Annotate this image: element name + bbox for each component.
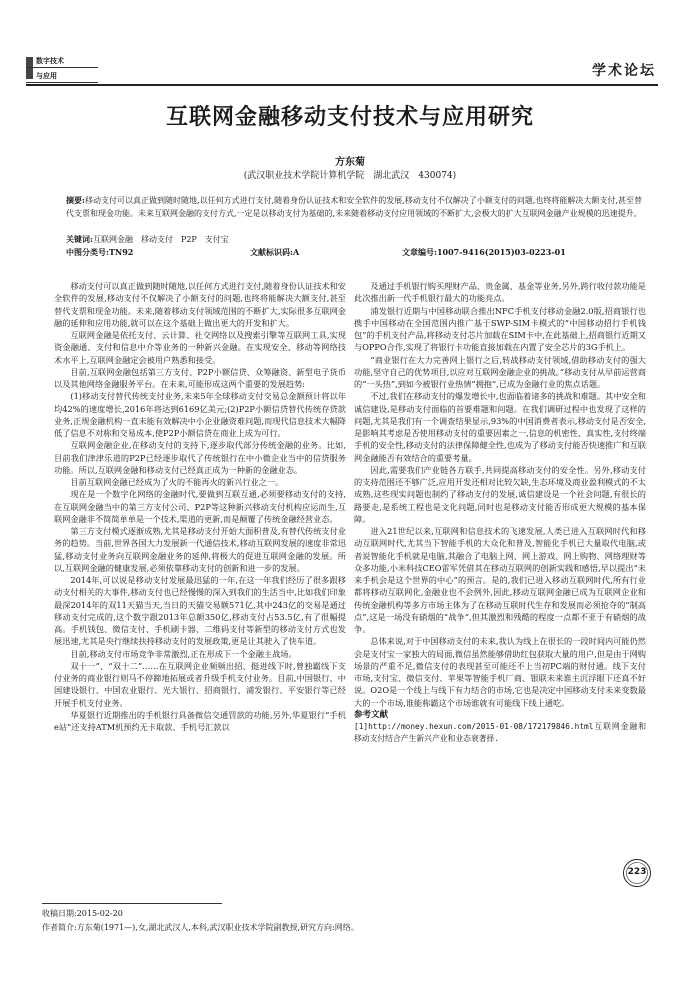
paragraph: “商业银行在大力完善网上银行之后,转战移动支付领域,借助移动支付的强大功能,坚守自己的优势项目,以应对互联网金融企业的挑战。”移动支付从早前运营商的“一头热”,到如今被银行业热情“拥抱”,已成为金融行业的焦点话题。 xyxy=(354,354,646,389)
page-number: 223 xyxy=(627,867,647,877)
paragraph: 互联网金融企业,在移动支付的支持下,逐步取代部分传统金融的业务。比如,目前我们津津乐道的P2P已经逐步取代了传统银行在中小微企业当中的信贷服务功能。所以,互联网金融和移动支付已经真正成为一种新的金融业态。 xyxy=(54,440,346,475)
page-number-badge xyxy=(622,858,652,888)
paragraph: (1)移动支付替代传统支付业务,未来5年全球移动支付交易总金额预计将以年均42%的速度增长,2016年将达到6169亿美元;(2)P2P小额信贷替代传统存贷款业务,正规金融机构一直未能有效解决中小企业融资难问题,而现代信息技术大幅降低了信息不对称和交易成本,使P2P小额信贷在商业上成为可行。 xyxy=(54,391,346,438)
paragraph: 双十一”、“双十二”……在互联网企业频频出招、挺进线下时,曾独霸线下支付业务的商业银行则马不停蹄地拓展或者升级手机支付业务。目前,中国银行、中国建设银行、中国农业银行、光大银行、招商银行、浦发银行、平安银行等已经开展手机支付业务。 xyxy=(54,660,346,708)
paragraph: 目前互联网金融已经成为了火的不能再火的新兴行业之一。 xyxy=(70,477,284,487)
paragraph: 目前,移动支付市场竞争非常激烈,正在形成下一个金融主战场。 xyxy=(70,648,297,659)
author-affiliation: (武汉职业技术学院计算机学院 湖北武汉 430074) xyxy=(243,171,457,181)
article-title: 互联网金融移动支付技术与应用研究 xyxy=(165,105,534,130)
abstract-label: 摘要: xyxy=(66,195,85,205)
paragraph: 浦发银行近期与中国移动联合推出NFC手机支付移动金融2.0版,招商银行也携手中国移动在全国范围内推广基于SWP-SIM卡模式的“中国移动招行手机钱包”的手机支付产品,将移动支付芯片加载在SIM卡中,在此基础上,招商银行近期又与OPPO合作,实现了将银行卡功能直接加载在内置了安全芯片的3G手机上。 xyxy=(354,305,646,353)
paragraph: 总体来说,对于中国移动支付的未来,我认为线上在很长的一段时间内可能仍然会是支付宝一家独大的局面,微信虽然能够借助红包获取大量的用户,但是由于网购场景的严重不足,微信支付的表现甚至可能还不上当初PC端的财付通。线下支付市场,支付宝、微信支付、苹果等智能手机厂商、银联未来谁主沉浮眼下还真不好说。O2O是一个线上与线下有力结合的市场,它也是决定中国移动支付未来变数最大的一个市场,谁能称霸这个市场谁就有可能线下线上通吃。 xyxy=(354,636,646,708)
clc-number: 中图分类号:TN92 xyxy=(66,247,134,257)
paragraph: 第三方支付模式逐渐成熟,尤其是移动支付开始大面积普及,有替代传统支付业务的趋势。当前,世界各国大力发展新一代通信技术,移动互联网发展的速度非常迅猛,移动支付业务向互联网金融业务的延伸,将极大的促进互联网金融的发展。所以,互联网金融的健康发展,必须依靠移动支付的创新和进一步的发展。 xyxy=(54,526,346,573)
paragraph: 因此,需要我们产业链各方联手,共同提高移动支付的安全性。另外,移动支付的支持范围还不够广泛,应用开发还相对比较欠缺,生态环境及商业盈利模式的不太成熟,这些现实问题也制约了移动支付的发展,诚信建设是一个社会问题,有很长的路要走,是系统工程也是文化问题,同时也是移动支付能否形成更大规模的基本保障。 xyxy=(354,464,646,524)
abstract-text: 移动支付可以真正做到随时随地,以任何方式进行支付,随着身份认证技术和安全软件的发展,移动支付不仅解决了小额支付的问题,也终将能解决大额支付,甚至替代支票和现金功能。未来互联网金融的支付方式,一定是以移动支付为基础的,未来随着移动支付应用领域的不断扩大,会极大的扩大互联网金融产业规模的迅速提升。 xyxy=(66,196,642,218)
references-heading: 参考文献 xyxy=(354,709,389,720)
received-date: 收稿日期:2015-02-20 xyxy=(42,909,123,918)
paragraph: 进入21世纪以来,互联网和信息技术的飞速发展,人类已进入互联网时代和移动互联网时代,尤其当下智能手机的大众化和普及,智能化手机已大量取代电脑,或者说智能化手机就是电脑,其融合了电脑上网、网上游戏、网上购物、网络理财等众多功能,小米科技CEO雷军凭借其在移动互联网的创新实践和感悟,早以提出“未来手机会是这个世界的中心”的预言。是的,我们已进入移动互联网时代,所有行业都将移动互联网化,金融业也不会例外,因此,移动互联网金融已成为互联网企业和传统金融机构等多方市场主体为了在移动互联时代生存和发展而必须抢夺的“制高点”,这是一场没有硝烟的“战争”,但其激烈和残酷的程度一点都不亚于有硝烟的战争。 xyxy=(354,526,646,634)
paragraph: 及通过手机银行购买理财产品、贵金属、基金等业务,另外,跨行收付款功能是此次推出新一代手机银行最大的功能亮点。 xyxy=(354,281,646,304)
keywords-text: 互联网金融 移动支付 P2P 支付宝 xyxy=(92,235,229,244)
logo-line-2: 与应用 xyxy=(26,69,98,83)
author-name: 方东菊 xyxy=(335,157,365,168)
abstract xyxy=(66,194,642,220)
article-number: 文章编号:1007-9416(2015)03-0223-01 xyxy=(402,247,566,257)
paragraph: 2014年,可以说是移动支付发展最迅猛的一年,在这一年我们经历了很多跟移动支付相关的大事件,移动支付也已经慢慢的深入到我们的生活当中,比如我们印象最深2014年的双11天猫当天,当日的天猫交易额571亿,其中243亿的交易是通过移动支付完成的,这个数字跟2013年总额350亿,移动支付占53.5亿,有了很幅提高。手机钱包、微信支付、手机刷卡器、二维码支付等新型的移动支付方式也发展迅速,尤其是央行继续扶持移动支付的发展政策,更是让其驶入了快车道。 xyxy=(54,575,346,647)
footnote-rule xyxy=(42,903,222,904)
keywords-label: 关键词: xyxy=(66,234,93,244)
logo-line-1: 数字技术 xyxy=(26,54,98,68)
body-column-left xyxy=(54,280,346,733)
paragraph: 目前,互联网金融包括第三方支付、P2P小额信贷、众筹融资、新型电子货币以及其他网络金融服务平台。在未来,可能形成这两个重要的发展趋势: xyxy=(54,366,346,389)
keywords xyxy=(66,233,642,246)
body-column-right xyxy=(354,280,646,745)
paragraph: 不过,我们在移动支付的爆发增长中,也面临着诸多的挑战和难题。其中安全和诚信建设,是移动支付面临的首要难题和问题。在我们调研过程中也发现了这样的问题,尤其是我们有一个调查结果显示,93%的中国消费者表示,移动支付是否安全,是影响其考虑是否使用移动支付的重要因素之一,信息的机密性、真实性,支付终端手机的安全性,移动支付的法律保障健全性,也成为了移动支付能否快速推广和互联网金融能否有效结合的重要考量。 xyxy=(354,391,646,463)
paragraph: 互联网金融是依托支付、云计算、社交网络以及搜索引擎等互联网工具,实现资金融通、支付和信息中介等业务的一种新兴金融。在实现安全、移动等网络技术水平上,互联网金融定会被用户熟悉和接受。 xyxy=(54,330,346,365)
section-label: 学术论坛 xyxy=(592,63,656,79)
author-bio: 作者简介:方东菊(1971—),女,湖北武汉人,本科,武汉职业技术学院副教授,研究方向:网络。 xyxy=(42,923,359,932)
paragraph: 现在是一个数字化网络的金融时代,要做到互联互通,必须要移动支付的支持,在互联网金融当中的第三方支付公司、P2P等这种新兴移动支付机构应运而生,互联网金融非不简简单单是一个技术,渠道的更新,而是颠覆了传统金融经营业态。 xyxy=(54,489,346,524)
paragraph: 移动支付可以真正做到随时随地,以任何方式进行支付,随着身份认证技术和安全软件的发展,移动支付不仅解决了小额支付的问题,也终将能解决大额支付,甚至替代支票和现金功能。未来,随着移动支付领域范围的不断扩大,实际很多互联网金融的延伸和应用功能,就可以在这个基础上做出更大的开发和扩大。 xyxy=(54,281,346,328)
paragraph: 华夏银行近期推出的手机银行具备微信交通罚款的功能,另外,华夏银行“手机e站”还支持ATM机预约无卡取款、手机号汇款以 xyxy=(54,709,346,732)
document-code: 文献标识码:A xyxy=(250,247,300,257)
journal-logo xyxy=(26,54,98,84)
reference-item: [1]http://money.hexun.com/2015-01-08/172179846.html互联网金融和移动支付结合产生新兴产业和业态衰著择. xyxy=(354,722,646,743)
header-rule xyxy=(26,84,658,86)
